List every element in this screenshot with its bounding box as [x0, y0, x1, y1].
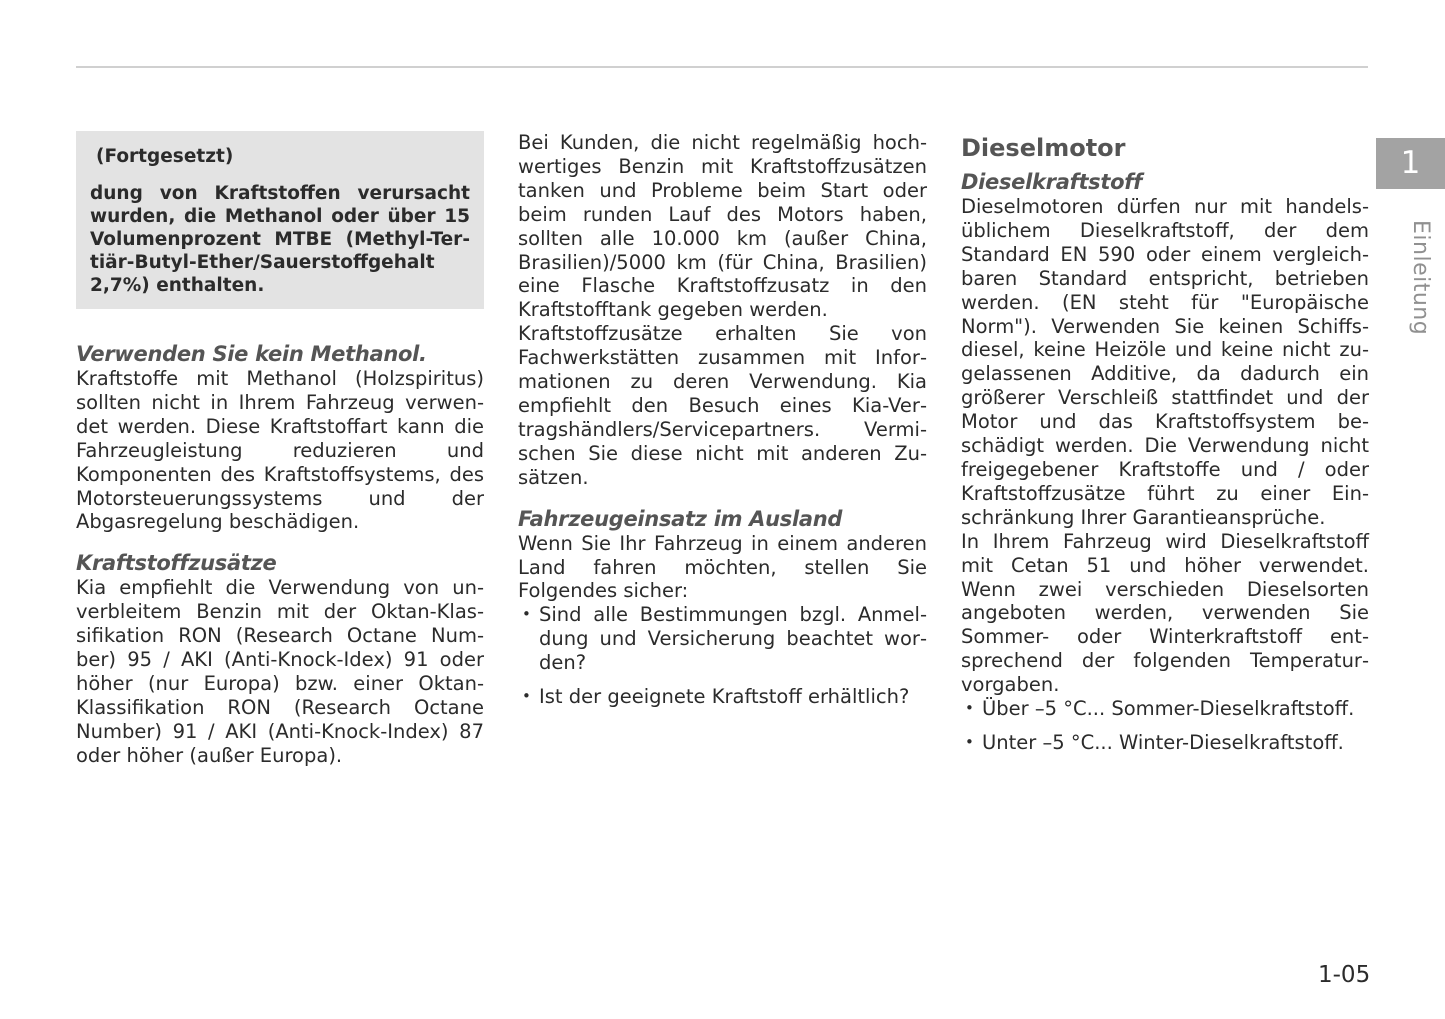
- additives-heading: Kraftstoffzusätze: [76, 551, 277, 576]
- diesel-heading: Dieselkraftstoff: [961, 170, 1142, 194]
- diesel-text: Dieselmotoren dürfen nur mit handelsüblichem Dieselkraftstoff, der dem Standard EN 590 oder einem vergleichbaren Standard entspricht, betrieben werden. (EN steht für "Europäische Norm"). Verwenden Sie keinen Schiffsdiesel, keine Heizöle und keine nicht zugelassenen Additive, da dadurch ein größerer Verschleiß stattfindet und der Motor und das Kraftstoffsystem beschädigt werden. Die Verwendung nicht freigegebener Kraftstoffe und / oder Kraftstoffzusätze führt zu einer Einschränkung Ihrer Garantieansprüche.: [961, 195, 1369, 529]
- diesel-text-2: In Ihrem Fahrzeug wird Dieselkraftstoff mit Cetan 51 und höher verwendet. Wenn zwei verschieden Dieselsorten angeboten werden, verwenden Sie Sommer- oder Winterkraftstoff entsprechend der folgenden Temperaturvorgaben.: [961, 529, 1369, 697]
- notice-body: dung von Kraftstoffen verursacht wurden, die Methanol oder über 15 Volumenprozent MTBE (Methyl-Tertiär-Butyl-Ether/Sauerstoffgehalt 2,7%) enthalten.: [90, 183, 470, 296]
- additives-text-2: Bei Kunden, die nicht regelmäßig hochwertiges Benzin mit Kraftstoffzusätzen tanken und Probleme beim Start oder beim runden Lauf des Motors haben, sollten alle 10.000 km (außer China, Brasilien)/5000 km (für China, Brasilien) eine Flasche Kraftstoffzusatz in den Kraftstofftank gegeben werden.: [518, 131, 927, 322]
- additives-text-3: Kraftstoffzusätze erhalten Sie von Fachwerkstätten zusammen mit Informationen zu deren Verwendung. Kia empfiehlt den Besuch eines Kia-Vertragshändlers/Servicepartners. Vermischen Sie diese nicht mit anderen Zusätzen.: [518, 322, 927, 489]
- notice-title: (Fortgesetzt): [96, 146, 234, 167]
- top-rule: [76, 66, 1368, 68]
- chapter-label: Einleitung: [1408, 220, 1433, 336]
- notice-box: [76, 131, 484, 309]
- abroad-bullet-list: [518, 603, 927, 709]
- additives-text: Kia empfiehlt die Verwendung von unverbleitem Benzin mit der Oktan-Klassifikation RON (Research Octane Number) 95 / AKI (Anti-Knock-Idex) 91 oder höher (nur Europa) bzw. einer Oktan-Klassifikation RON (Research Octane Number) 91 / AKI (Anti-Knock-Index) 87 oder höher (außer Europa).: [76, 576, 484, 767]
- list-item: • Unter –5 °C... Winter-Dieselkraftstoff.: [961, 731, 1369, 755]
- methanol-heading: Verwenden Sie kein Methanol.: [76, 342, 427, 366]
- diesel-title: Dieselmotor: [961, 134, 1126, 162]
- diesel-bullet-list: [961, 697, 1369, 755]
- methanol-text: Kraftstoffe mit Methanol (Holzspiritus) sollten nicht in Ihrem Fahrzeug verwendet werden. Diese Kraftstoffart kann die Fahrzeugleistung reduzieren und Komponenten des Kraftstoffsystems, des Motorsteuerungssystems und der Abgasregelung beschädigen.: [76, 367, 484, 534]
- abroad-text: Wenn Sie Ihr Fahrzeug in einem anderen Land fahren möchten, stellen Sie Folgendes sicher:: [518, 531, 927, 603]
- page-number: 1-05: [1318, 962, 1371, 988]
- list-item: • Sind alle Bestimmungen bzgl. Anmeldung und Versicherung beachtet worden?: [518, 603, 927, 675]
- column-right: [961, 133, 1369, 755]
- chapter-number-tab: 1: [1376, 138, 1445, 189]
- column-middle: [518, 131, 927, 709]
- list-item: • Über –5 °C... Sommer-Dieselkraftstoff.: [961, 697, 1369, 721]
- list-item: • Ist der geeignete Kraftstoff erhältlich?: [518, 685, 927, 709]
- abroad-heading: Fahrzeugeinsatz im Ausland: [518, 506, 843, 531]
- column-left: [76, 131, 484, 768]
